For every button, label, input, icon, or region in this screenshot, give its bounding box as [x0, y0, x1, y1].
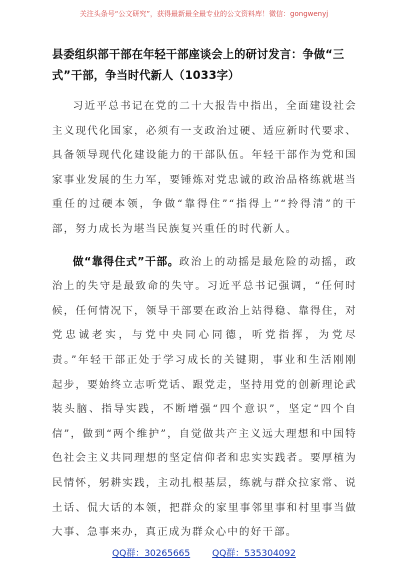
qq-group-1: QQ群：30265665 — [112, 549, 191, 559]
intro-paragraph: 习近平总书记在党的二十大报告中指出，全面建设社会主义现代化国家，必须有一支政治过硬、适应新时代要求、具备领导现代化建设能力的干部队伍。年轻干部作为党和国家事业发展的生力军，要锤炼对党忠诚的政治品格练就堪当重任的过硬本领，争做“靠得住”“指得上”“拎得清”的干部，努力成长为堪当民族复兴重任的时代新人。 — [52, 100, 357, 235]
section-body: 政治上的动摇是最危险的动摇，政治上的失守是最致命的失守。习近平总书记强调，“任何时候，任何情况下，领导干部要在政治上站得稳、靠得住，对党忠诚老实，与党中央同心同德，听党指挥，为党尽责。”年轻干部正处于学习成长的关键期，事业和生活刚刚起步，要始终立志听党话、跟党走，坚持用党的创新理论武装头脑、指导实践，不断增强“四个意识”，坚定“四个自信”，做到“两个维护”，自觉做共产主义远大理想和中国特色社会主义共同理想的坚定信仰者和忠实实践者。要厚植为民情怀，躬耕实践，主动扎根基层，练就与群众拉家常、说土话、侃大话的本领，把群众的家里事邻里事和村里事当做大事、急事来办，真正成为群众心中的好干部。 — [52, 255, 357, 539]
document-page — [52, 44, 357, 545]
document-title: 县委组织部干部在年轻干部座谈会上的研讨发言：争做“三式”干部，争当时代新人（1033字） — [52, 48, 345, 82]
section-paragraph — [52, 250, 357, 545]
footer — [0, 546, 408, 559]
qq-group-2: QQ群：535304092 — [212, 549, 296, 559]
header-note: 关注头条号“公文研究”，获得最新最全最专业的公文资料库！微信：gongwenyj — [79, 10, 329, 18]
section-heading: 做“靠得住式”干部。 — [72, 254, 180, 268]
